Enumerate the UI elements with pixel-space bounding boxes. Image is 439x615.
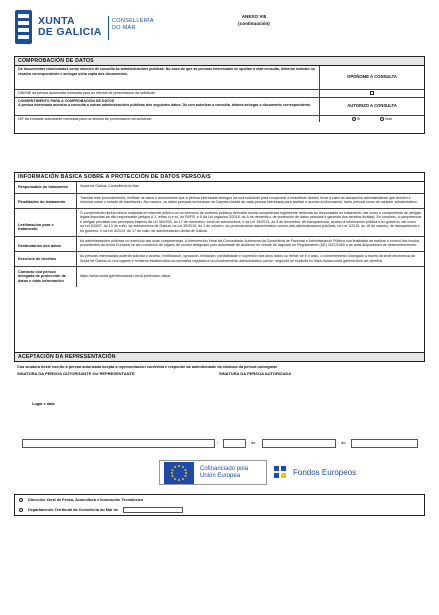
logo-line2: DE GALICIA [38,26,102,38]
consent-text: A persoa interesada autoriza a consulta a outras administracións públicas dos seguintes datos. De non autorizar a consulta, deberá achegar o documento correspondente. [18,103,312,108]
de-label-2: de [341,440,346,445]
dir-radio[interactable] [19,498,23,502]
section-title: COMPROBACIÓN DE DATOS [15,57,424,66]
info-label: Exercicio de dereitos [15,252,77,265]
eu-text-line1: Cofinanciado pola [200,465,249,472]
page-header [14,8,425,48]
info-row [15,182,424,194]
consent-row [15,98,424,116]
annex-title [204,14,304,27]
conselleria-line2: DO MAR [112,24,136,31]
no-radio[interactable] [380,117,384,121]
oppose-checkbox[interactable] [370,91,374,95]
info-row [15,252,424,266]
info-link[interactable]: https://www.xunta.gal/informacion-xeral-proteccion-datos [80,274,171,279]
day-field[interactable] [223,439,246,448]
month-field[interactable] [262,439,336,448]
info-row [15,267,424,287]
dni-row [15,90,424,98]
consent-title: CONSENTIMENTO PARA A COMPROBACIÓN DE DATOS [18,98,115,103]
intro-text: Os documentos relacionados serán obxecto de consulta ás administracións públicas. No caso de que as persoas interesadas se opoñan a esta consulta, deberán indicalo no recadro correspondente e achegar unha copia dos documentos. [15,66,320,89]
oppose-header-row [15,66,424,90]
footer-destination [14,494,425,516]
consent-block [15,98,320,115]
fondos-europeos-text: Fondos Europeos [293,468,357,477]
logo-divider [108,16,109,40]
conselleria-name [112,18,154,31]
info-label: Finalidades do tratamento [15,194,77,208]
authorize-yes-option[interactable] [352,117,360,121]
info-row [15,194,424,209]
year-field[interactable] [351,439,418,448]
conselleria-line1: CONSELLERÍA [112,18,154,24]
info-value: As administracións públicas no exercicio das súas competencias. A Intervención Xeral da Comunidade Autónoma da Consellería de Facenda e Administración Pública coa finalidade de realizar o control dos fondos procedentes da Unión Europea no seu condición de órgano de control designado polo autoridade de auditoría en virtude do disposto no Regulamento (UE) 2021/1060 e as súas disposicións de desenvolvemento. [80,238,420,248]
nif-row-text: NIF da entidade autorizante nomeada para os efectos de presentación da solicitude. [15,116,320,123]
signature-headers [14,371,425,376]
fondos-europeos-logo [273,460,368,485]
info-value: As persoas interesadas poderán solicitar o acceso, rectificación, oposición, limitación, portabilidade e supresión dos seus datos ou retirar, se é o caso, o consentimento outorgado a través da sede electrónica da Xunta de Galicia ou nos lugares e rexistros establecidos na normativa reguladora do procedemento administrativo común, segundo se explicita en https://www.xunta.gal/exercicio-de-dereitos [80,254,415,263]
info-row [15,237,424,253]
authorize-options [320,116,424,123]
info-label: Responsable do tratamento [15,182,77,193]
info-row [15,209,424,237]
xunta-logo-text [38,16,102,38]
eu-flag-icon [164,462,194,484]
info-value: Xunta de Galicia. Consellería do Mar. [80,184,140,188]
yes-label: Si [356,116,361,121]
data-protection-section [14,172,425,356]
info-value: O cumprimento dunha misión realizada en interese público ou no exercicio de poderes públicos derivada dunha competencia legalmente atribuída ao responsable do tratamento, así como o cumprimento de obrigas legais impostas ao dito responsable (artigos 6.1, letras c) e e), do RXPD, e 8 da Lei orgánica 3/2018, do 5 de decembro, de protección de datos persoais e garantía dos dereitos dixitais). En concreto, a competencia e obrigas previstas nos preceptos básicos da Lei 38/2003, do 17 de novembro, xeral de subvencións, e da Lei 19/2013, do 9 de decembro, de transparencia, acceso á información pública e bo goberno, así como na Lei 9/2007, do 13 de xuño, de subvencións de Galicia, na Lei 39/2015, do 1 de outubro, do procedemento administrativo común das administracións públicas, na Lei 1/2016, do 18 de xaneiro, de transparencia e bo goberno, e na Lei 4/2019, do 17 de xullo, de administración dixital de Galicia. [80,210,422,233]
footer-option-dept[interactable] [19,507,183,513]
eu-cofinanced-logo [159,460,267,485]
section-title: ACEPTACIÓN DA REPRESENTACIÓN [14,352,425,362]
dept-label: Departamento Territorial da Consellería do Mar de [28,508,119,512]
xunta-crest-icon [14,8,34,46]
info-value [77,267,424,287]
authorize-no-option[interactable] [380,117,392,121]
eu-cofinanced-text [200,466,248,480]
de-label-1: de [251,440,256,445]
section-title: INFORMACIÓN BÁSICA SOBRE A PROTECCIÓN DE DATOS PERSOAIS [15,173,424,182]
nif-row [15,116,424,123]
footer-option-dir[interactable] [19,498,143,502]
eu-text-line2: Unión Europea [200,472,241,479]
info-label: Contacto coa persoa delegada de protección de datos e máis información [15,267,77,287]
fondos-europeos-icon [273,465,289,481]
oppose-header: OPÓÑOME Á CONSULTA [347,74,397,80]
annex-line1: ANEXO VIII [241,14,267,19]
dept-field[interactable] [123,507,183,513]
dni-checkbox-cell [320,90,424,97]
dir-label: Dirección Xeral de Pesca, Acuicultura e Innovación Tecnolóxica [28,498,144,502]
authorize-header: AUTORIZO A CONSULTA [347,102,397,108]
annex-line2: (continuación) [238,20,270,26]
sign-grantor-label: SINATURA DA PERSOA OUTORGANTE OU REPRESENTANTE [17,370,135,376]
acceptance-text: Coa sinatura deste escrito a persoa autorizada acepta a representación conferida e responde da autenticidade da sinatura da persoa outorgante [17,365,278,369]
logo-line1: XUNTA [38,15,75,27]
acceptance-section [14,352,425,452]
place-field[interactable] [22,439,215,448]
dept-radio[interactable] [19,508,23,512]
data-verification-section [14,56,425,134]
info-value: Tramitar este procedemento, verificar os datos e documentos que a persoa interesada achegue na súa solicitude para comprobar a exactitude destes, levar a cabo as actuacións administrativas que deriven e informar sobre o estado de tramitación. Así mesmo, os datos persoais incluiranse na Carpeta cidadá de cada persoa interesada para facilitar o acceso á información, tanto persoal como de carácter administrativo. [80,195,418,205]
place-date-label: Lugar e data [32,402,55,406]
comma-separator: , [217,439,219,445]
info-label: Lexitimación para o tratamento [15,209,77,236]
dni-row-text: DNI/NIE da persoa autorizada nomeada para os efectos de presentación da solicitude. [15,90,320,97]
yes-radio[interactable] [352,117,356,121]
no-label: Non [385,116,393,121]
info-label: Destinatarios dos datos [15,237,77,252]
sign-authorized-label: SINATURA DA PERSOA AUTORIZADA [219,370,292,376]
